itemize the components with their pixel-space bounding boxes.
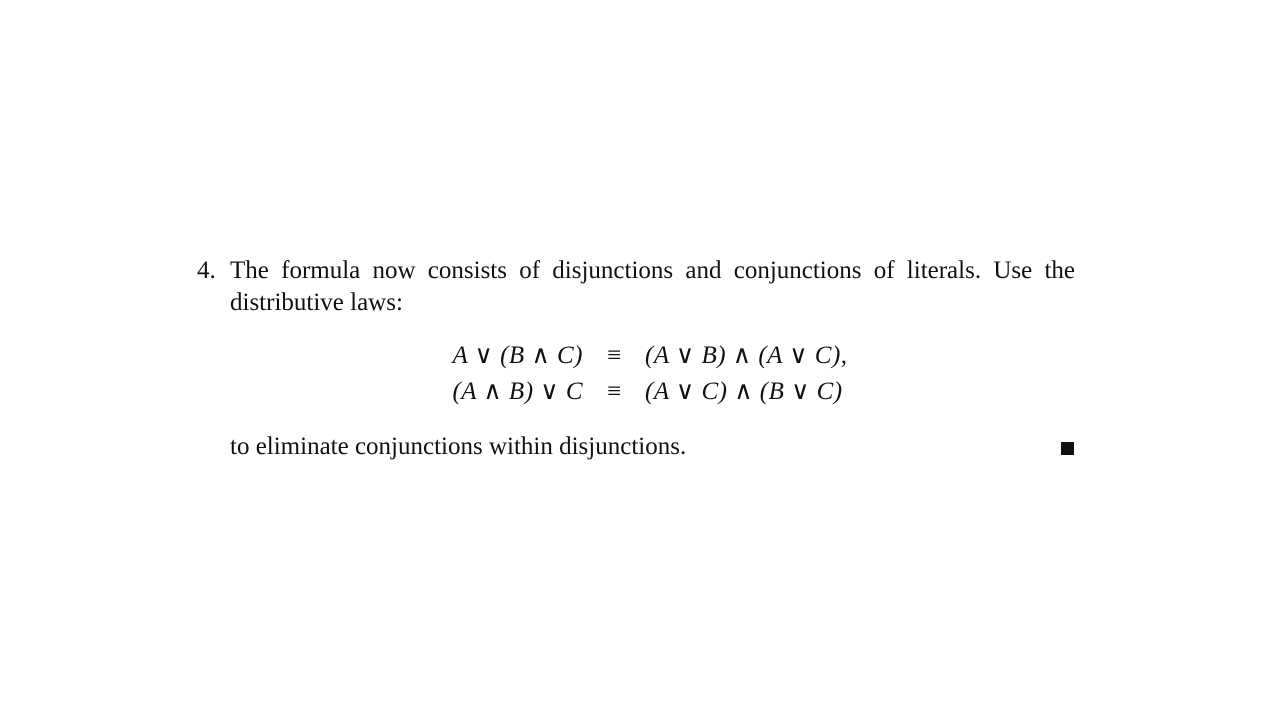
equation-2-rhs: (A ∨ C) ∧ (B ∨ C) (645, 378, 843, 405)
item-text-line-1: The formula now consists of disjunctions and conjunctions of literals. Use the (230, 257, 1075, 284)
equation-1-equivalence: ≡ (606, 342, 622, 369)
equation-row-1 (449, 338, 848, 374)
equation-2-lhs: (A ∧ B) ∨ C (452, 378, 583, 405)
equation-1-lhs: A ∨ (B ∧ C) (452, 342, 583, 369)
equation-row-2 (449, 374, 848, 410)
item-text-line-2: distributive laws: (230, 289, 403, 316)
list-item-4 (197, 255, 1075, 319)
equation-1-rhs: (A ∨ B) ∧ (A ∨ C), (645, 342, 848, 369)
equation-2-equivalence: ≡ (606, 378, 622, 405)
closing-text: to eliminate conjunctions within disjunctions. (230, 433, 687, 460)
item-text (230, 255, 1075, 319)
item-number: 4. (197, 257, 216, 284)
qed-square-icon (1061, 442, 1074, 455)
distributive-laws-equations (449, 338, 848, 410)
